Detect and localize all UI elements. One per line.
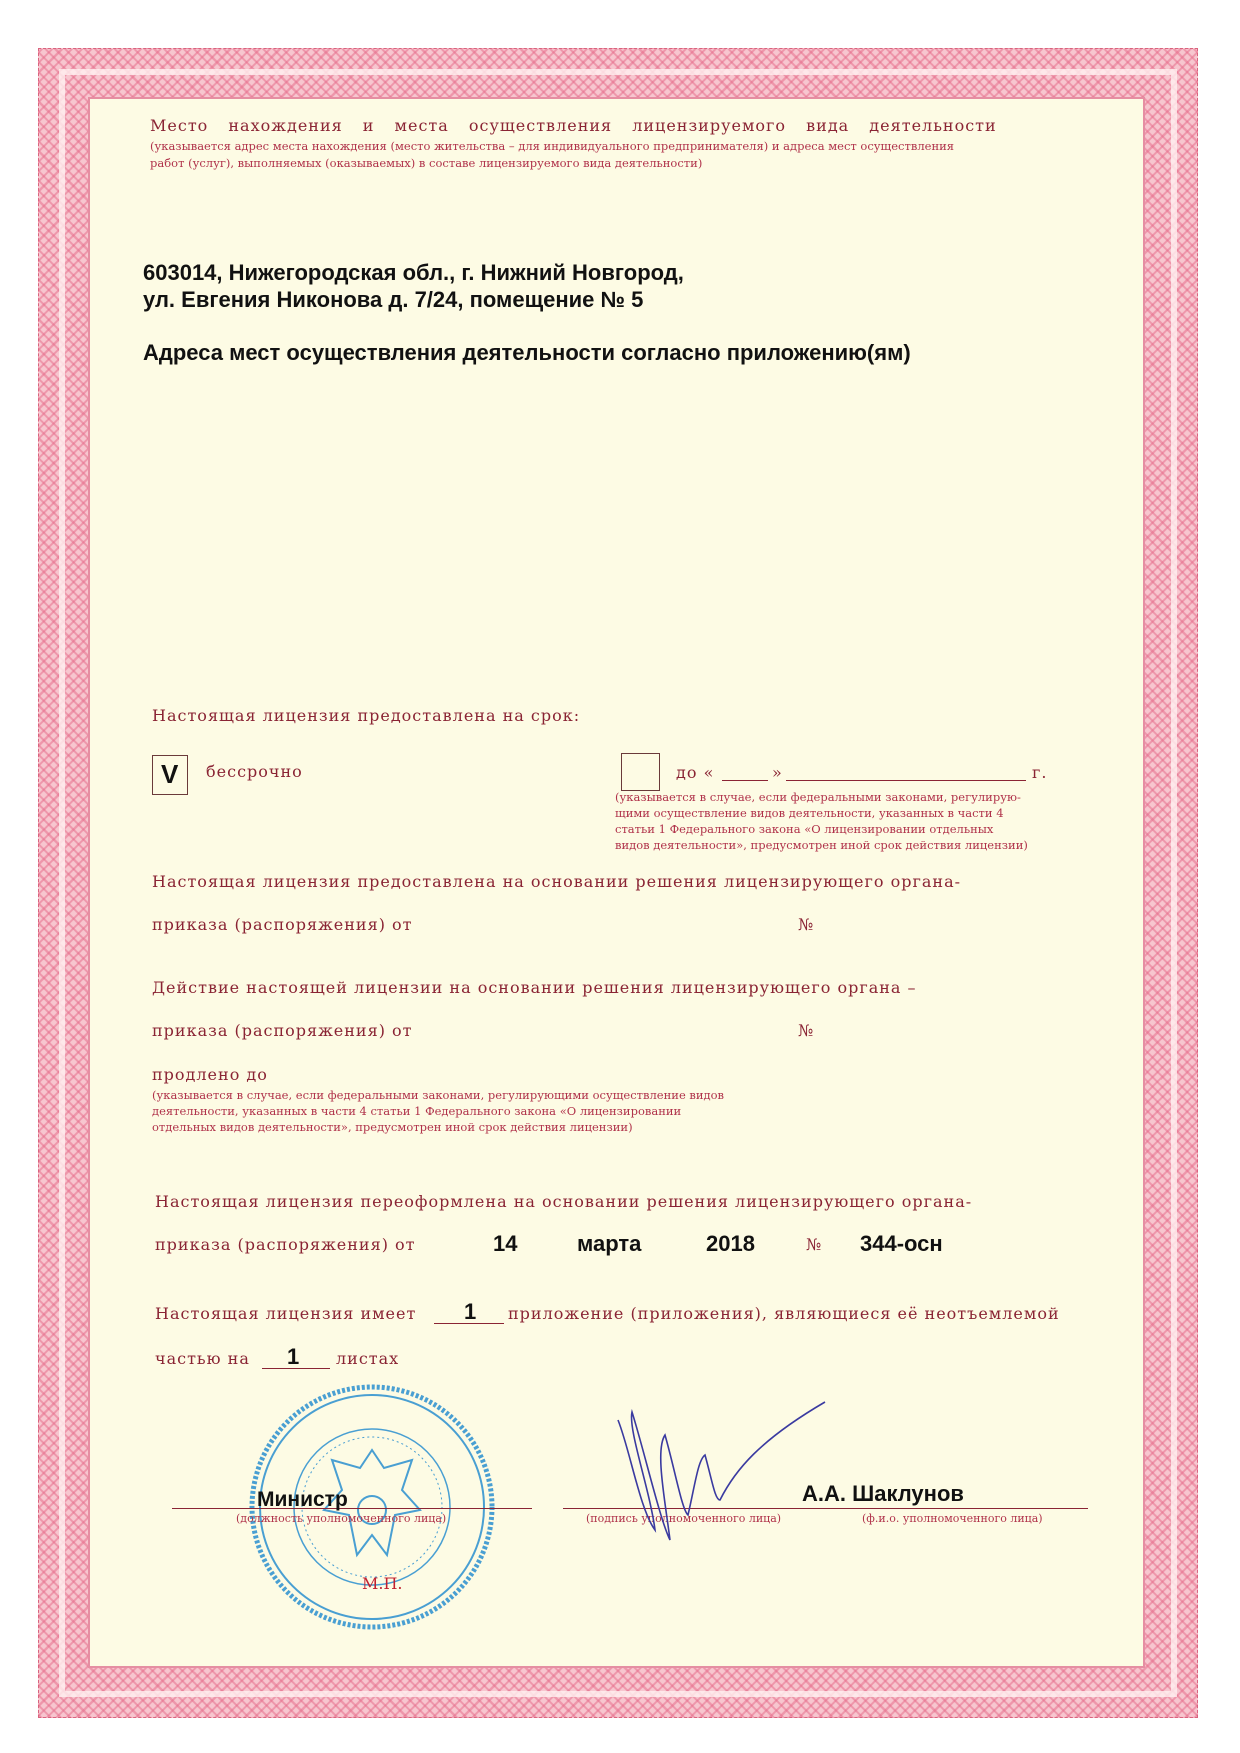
seal-label: М.П. (362, 1574, 403, 1593)
basis-label: Настоящая лицензия предоставлена на основании решения лицензирующего органа- (152, 872, 962, 891)
basis-number-sign: № (798, 915, 815, 934)
extension-number-sign: № (798, 1021, 815, 1040)
name-caption: (ф.и.о. уполномоченного лица) (862, 1512, 1043, 1525)
sheets-prefix: частью на (155, 1349, 250, 1368)
appendix-suffix: приложение (приложения), являющиеся её неотъемлемой (508, 1304, 1060, 1323)
until-quote-close: » (772, 763, 783, 782)
term-label: Настоящая лицензия предоставлена на срок: (152, 706, 581, 725)
sheets-count: 1 (287, 1344, 300, 1369)
term-note-1: (указывается в случае, если федеральными законами, регулирую- (615, 790, 1021, 804)
appendix-prefix: Настоящая лицензия имеет (155, 1304, 417, 1323)
signature-caption: (подпись уполномоченного лица) (586, 1512, 782, 1525)
year-suffix: г. (1032, 763, 1048, 782)
address-line-1: 603014, Нижегородская обл., г. Нижний Новгород, (143, 260, 684, 285)
term-note-3: статьи 1 Федерального закона «О лицензировании отдельных (615, 822, 994, 836)
term-note-4: видов деятельности», предусмотрен иной срок действия лицензии) (615, 838, 1028, 852)
header-note-2: работ (услуг), выполняемых (оказываемых) в составе лицензируемого вида деятельности) (150, 156, 703, 170)
reissue-year: 2018 (706, 1231, 755, 1256)
reissue-day: 14 (493, 1231, 518, 1256)
position: Министр (257, 1488, 348, 1511)
extension-note-2: деятельности, указанных в части 4 статьи 1 Федерального закона «О лицензировании (152, 1104, 682, 1118)
reissue-month: марта (577, 1231, 642, 1256)
address-line-2: ул. Евгения Никонова д. 7/24, помещение № 5 (143, 287, 644, 312)
appendix-count: 1 (464, 1299, 477, 1324)
extension-order-label: приказа (распоряжения) от (152, 1021, 413, 1040)
position-caption: (должность уполномоченного лица) (236, 1512, 447, 1525)
reissue-number: 344-осн (860, 1231, 943, 1256)
signatory-name: А.А. Шаклунов (802, 1481, 964, 1506)
indefinite-checkbox (152, 755, 188, 795)
header-title: Место нахождения и места осуществления лицензируемого вида деятельности (150, 116, 997, 135)
reissue-number-sign: № (806, 1235, 823, 1254)
until-label: до « (676, 763, 715, 782)
reissue-order-label: приказа (распоряжения) от (155, 1235, 416, 1254)
until-checkbox (621, 753, 660, 791)
extended-until-label: продлено до (152, 1065, 268, 1084)
extension-note-3: отдельных видов деятельности», предусмотрен иной срок действия лицензии) (152, 1120, 633, 1134)
term-note-2: щими осуществление видов деятельности, указанных в части 4 (615, 806, 1004, 820)
basis-order-label: приказа (распоряжения) от (152, 915, 413, 934)
extension-label: Действие настоящей лицензии на основании решения лицензирующего органа – (152, 978, 917, 997)
activity-places: Адреса мест осуществления деятельности согласно приложению(ям) (143, 340, 911, 365)
indefinite-label: бессрочно (206, 762, 303, 781)
sheets-suffix: листах (336, 1349, 400, 1368)
extension-note-1: (указывается в случае, если федеральными законами, регулирующими осуществление видов (152, 1088, 725, 1102)
handwritten-signature (600, 1390, 840, 1550)
check-mark: V (161, 759, 179, 789)
header-note-1: (указывается адрес места нахождения (место жительства – для индивидуального предпринимателя) и адреса мест осуществления (150, 139, 955, 153)
reissue-label: Настоящая лицензия переоформлена на основании решения лицензирующего органа- (155, 1192, 973, 1211)
